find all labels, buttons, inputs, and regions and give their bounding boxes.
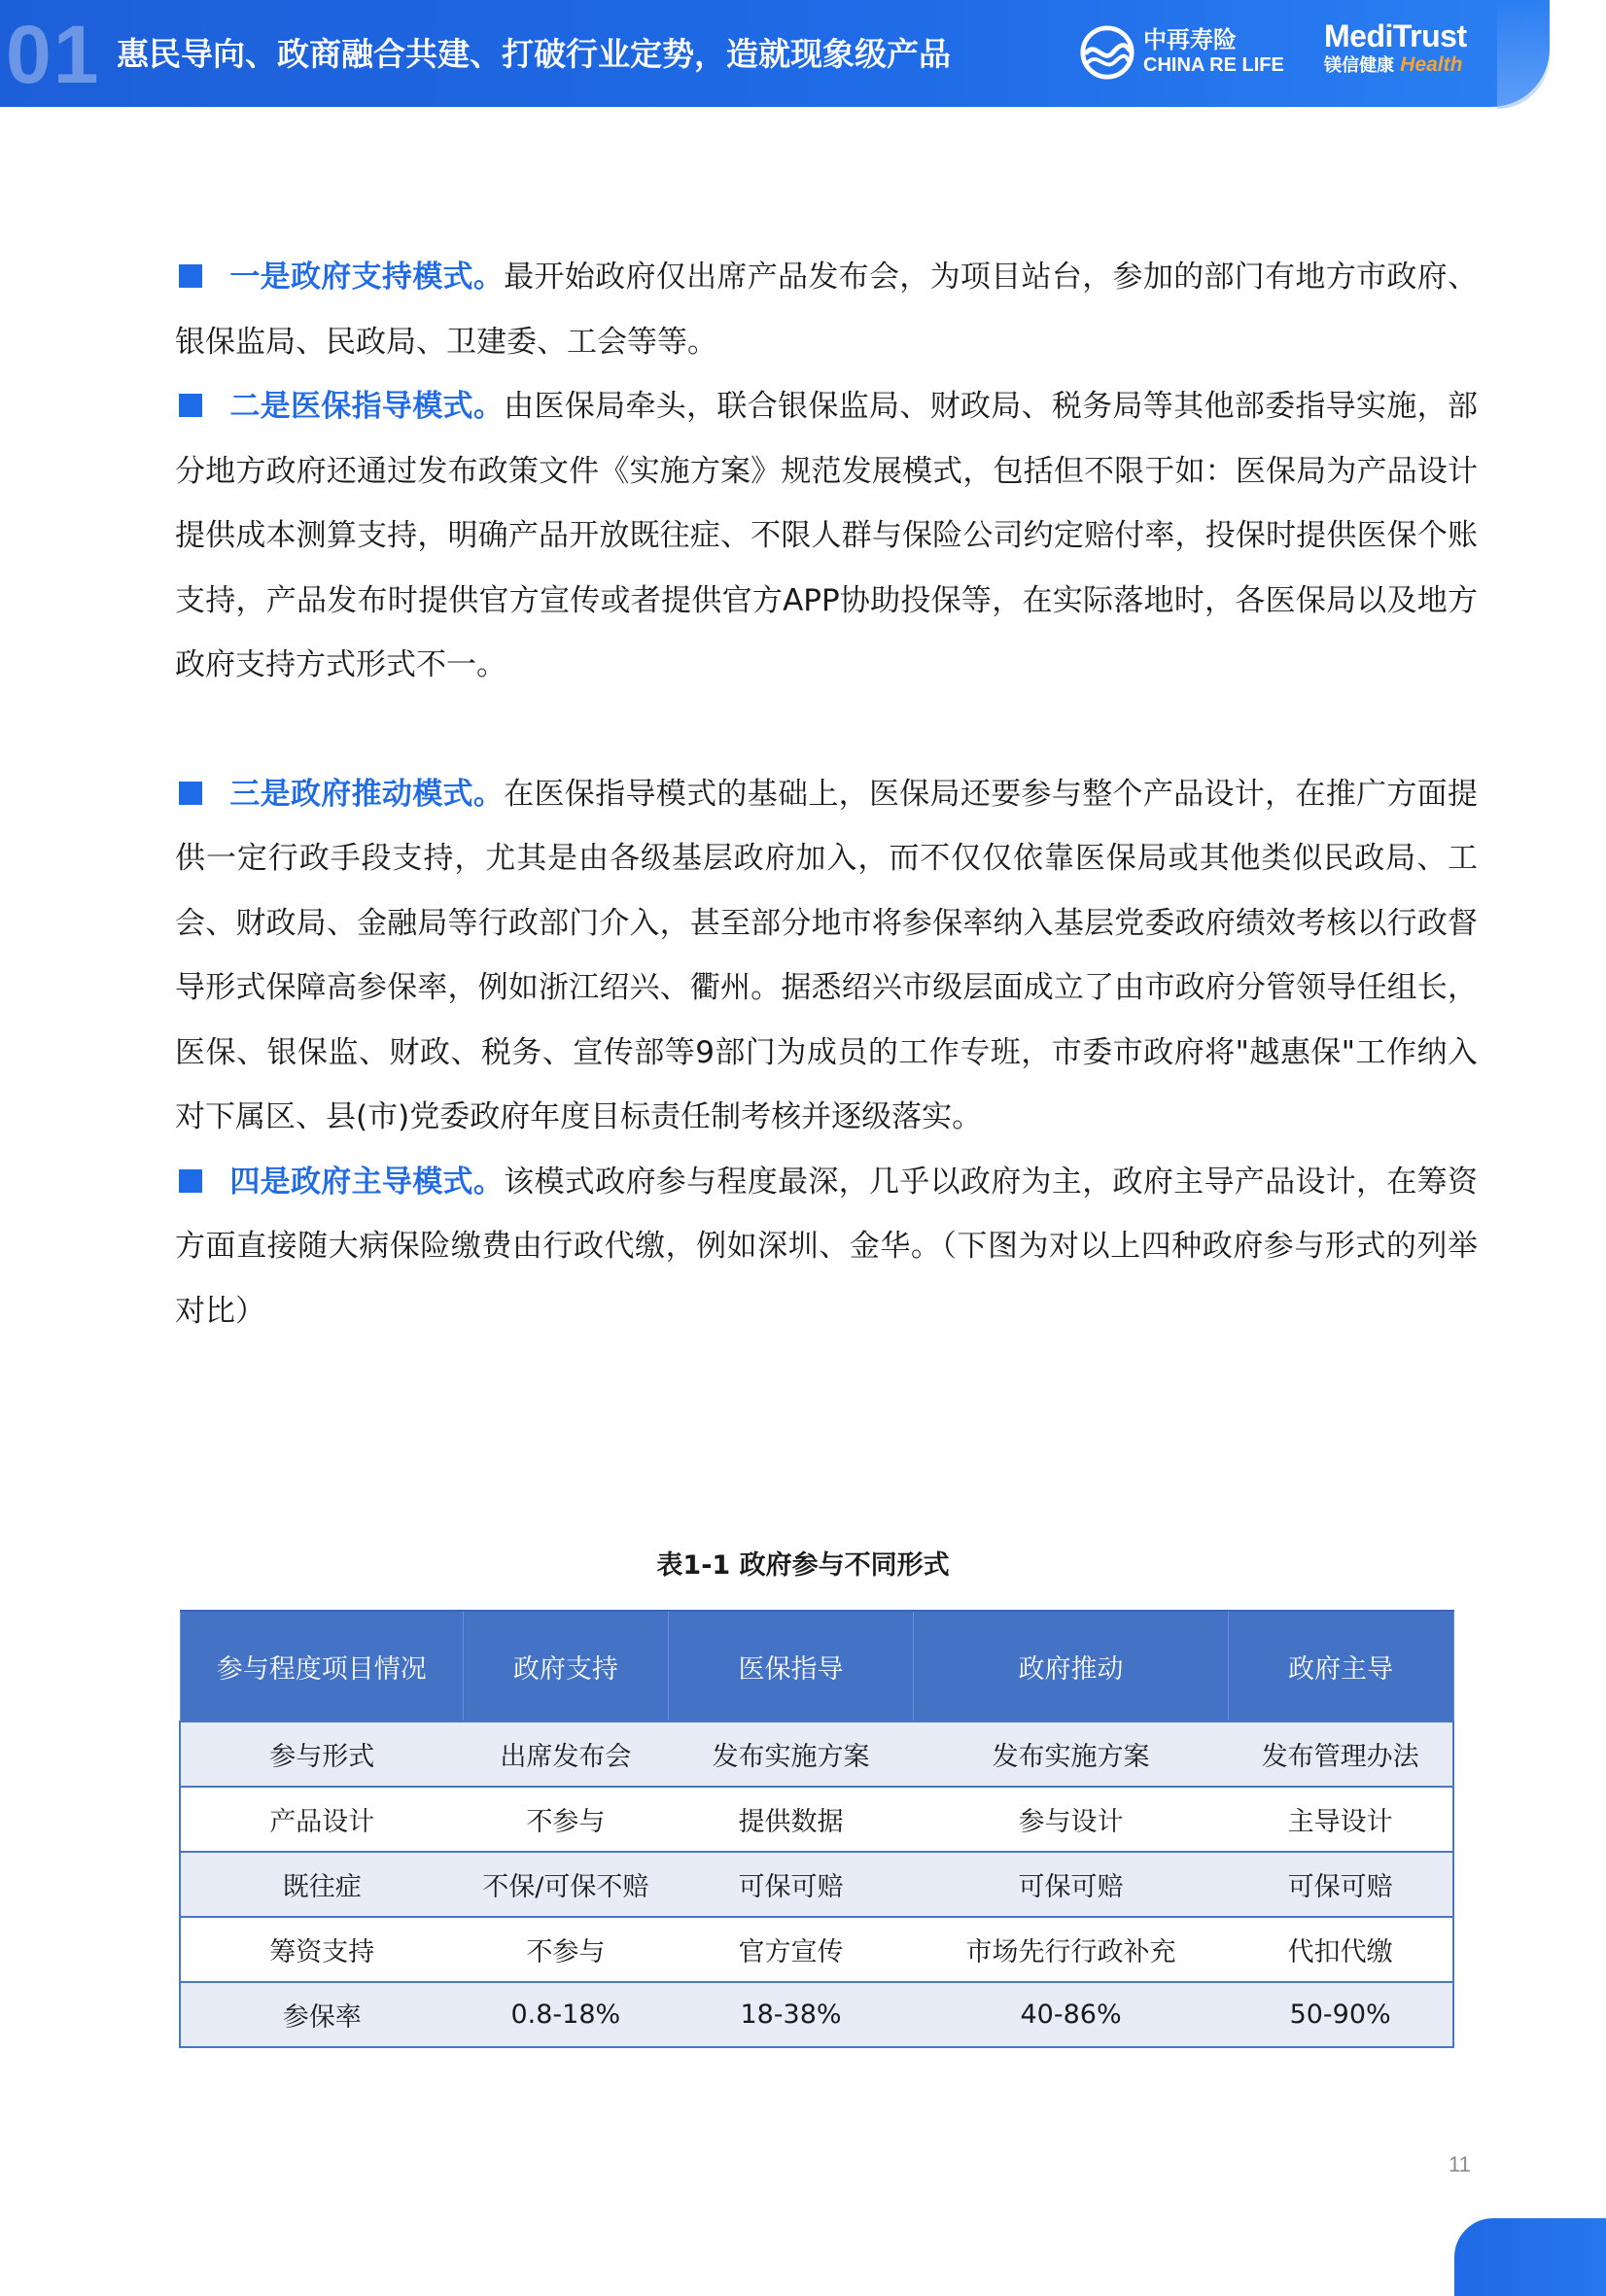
table-cell: 可保可赔 <box>668 1852 914 1917</box>
china-re-en: CHINA RE LIFE <box>1143 54 1284 76</box>
table-cell: 可保可赔 <box>1228 1852 1453 1917</box>
table-cell: 发布管理办法 <box>1228 1722 1453 1787</box>
table-header-cell: 医保指导 <box>668 1611 914 1722</box>
table-cell: 代扣代缴 <box>1228 1917 1453 1982</box>
table-row <box>180 1722 1453 1787</box>
table-row <box>180 1917 1453 1982</box>
table-cell: 主导设计 <box>1228 1787 1453 1852</box>
paragraph-lead: 一是政府支持模式。 <box>229 260 505 295</box>
government-participation-table <box>179 1610 1454 2048</box>
meditrust-logo <box>1324 18 1467 81</box>
table-cell: 产品设计 <box>180 1787 463 1852</box>
table-cell: 不保/可保不赔 <box>463 1852 668 1917</box>
table-cell: 可保可赔 <box>914 1852 1228 1917</box>
table-caption: 表1-1 政府参与不同形式 <box>656 1550 950 1581</box>
chapter-title: 惠民导向、政商融合共建、打破行业定势，造就现象级产品 <box>117 35 951 73</box>
table-row <box>180 1982 1453 2047</box>
paragraph-lead: 三是政府推动模式。 <box>229 776 505 812</box>
body-text <box>175 245 1478 1343</box>
square-bullet-icon <box>179 394 202 417</box>
table-row <box>180 1852 1453 1917</box>
table-header-cell: 政府推动 <box>914 1611 1228 1722</box>
corner-decoration <box>1454 2218 1606 2296</box>
page-number: 11 <box>1449 2152 1471 2176</box>
table-cell: 参保率 <box>180 1982 463 2047</box>
paragraph-lead: 二是医保指导模式。 <box>229 389 505 424</box>
table-cell: 发布实施方案 <box>914 1722 1228 1787</box>
paragraph-gov-led <box>175 1150 1478 1344</box>
table-cell: 市场先行行政补充 <box>914 1917 1228 1982</box>
table-cell: 既往症 <box>180 1852 463 1917</box>
china-re-cn: 中再寿险 <box>1143 26 1237 53</box>
table-header-cell: 政府支持 <box>463 1611 668 1722</box>
table-cell: 官方宣传 <box>668 1917 914 1982</box>
chapter-number: 01 <box>6 9 101 100</box>
table-cell: 0.8-18% <box>463 1982 668 2047</box>
table-header-row <box>180 1611 1453 1722</box>
meditrust-health: Health <box>1400 53 1463 76</box>
paragraph-text: 最开始政府仅出席产品发布会，为项目站台，参加的部门有地方市政府、银保监局、民政局、卫建委、工会等等。 <box>175 260 1478 360</box>
table-header-cell: 政府主导 <box>1228 1611 1453 1722</box>
china-re-wave-icon <box>1079 24 1135 81</box>
table-cell: 不参与 <box>463 1917 668 1982</box>
table-cell: 出席发布会 <box>463 1722 668 1787</box>
paragraph-medical-guidance <box>175 374 1478 698</box>
paragraph-text: 该模式政府参与程度最深，几乎以政府为主，政府主导产品设计，在筹资方面直接随大病保险缴费由行政代缴，例如深圳、金华。（下图为对以上四种政府参与形式的列举对比） <box>175 1164 1478 1329</box>
header-banner <box>0 0 1550 107</box>
table-row <box>180 1787 1453 1852</box>
table-cell: 提供数据 <box>668 1787 914 1852</box>
table-cell: 18-38% <box>668 1982 914 2047</box>
china-re-life-logo <box>1079 21 1284 84</box>
paragraph-text: 在医保指导模式的基础上，医保局还要参与整个产品设计，在推广方面提供一定行政手段支持，尤其是由各级基层政府加入，而不仅仅依靠医保局或其他类似民政局、工会、财政局、金融局等行政部门介入，甚至部分地市将参保率纳入基层党委政府绩效考核以行政督导形式保障高参保率，例如浙江绍兴、衢州。据悉绍兴市级层面成立了由市政府分管领导任组长，医保、银保监、财政、税务、宣传部等9部门为成员的工作专班，市委市政府将"越惠保"工作纳入对下属区、县(市)党委政府年度目标责任制考核并逐级落实。 <box>175 776 1478 1134</box>
table-cell: 不参与 <box>463 1787 668 1852</box>
table-cell: 筹资支持 <box>180 1917 463 1982</box>
meditrust-en: MediTrust <box>1324 18 1467 53</box>
table-header-cell: 参与程度项目情况 <box>180 1611 463 1722</box>
paragraph-gov-promotion <box>175 762 1478 1150</box>
table-cell: 40-86% <box>914 1982 1228 2047</box>
table-cell: 参与设计 <box>914 1787 1228 1852</box>
paragraph-gov-support <box>175 245 1478 374</box>
table-cell: 参与形式 <box>180 1722 463 1787</box>
table-cell: 50-90% <box>1228 1982 1453 2047</box>
banner-shadow <box>1497 0 1550 109</box>
square-bullet-icon <box>179 782 202 805</box>
square-bullet-icon <box>179 264 202 288</box>
table-cell: 发布实施方案 <box>668 1722 914 1787</box>
meditrust-cn: 镁信健康 <box>1324 55 1394 76</box>
square-bullet-icon <box>179 1169 202 1193</box>
paragraph-lead: 四是政府主导模式。 <box>229 1164 505 1200</box>
paragraph-text: 由医保局牵头，联合银保监局、财政局、税务局等其他部委指导实施，部分地方政府还通过发布政策文件《实施方案》规范发展模式，包括但不限于如：医保局为产品设计提供成本测算支持，明确产品开放既往症、不限人群与保险公司约定赔付率，投保时提供医保个账支持，产品发布时提供官方宣传或者提供官方APP协助投保等，在实际落地时，各医保局以及地方政府支持方式形式不一。 <box>175 389 1478 682</box>
